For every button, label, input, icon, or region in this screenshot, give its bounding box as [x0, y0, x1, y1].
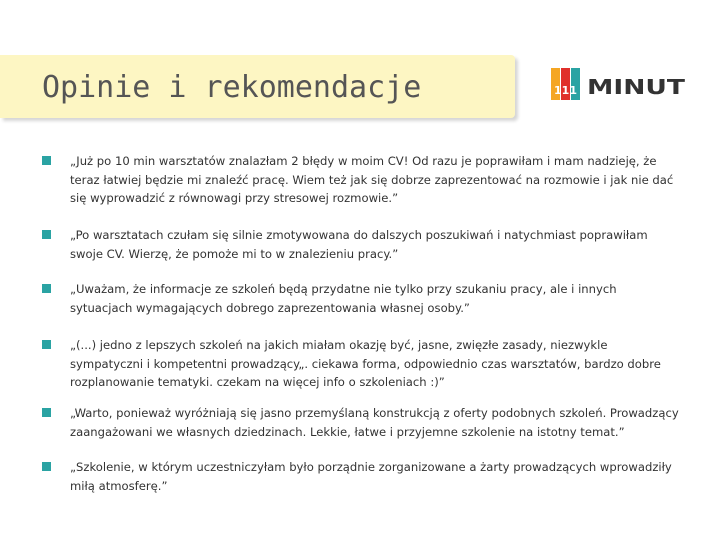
testimonial-text: „Już po 10 min warsztatów znalazłam 2 błędy w moim CV! Od razu je poprawiłam i mam nadzieję, że teraz łatwiej będzie mi znaleźć pracę. Wiem też jak się dobrze zaprezentować na rozmowie i jak nie dać się wyprowadzić z równowagi przy stresowej rozmowie.” — [70, 154, 674, 205]
testimonial-text: „Uważam, że informacje ze szkoleń będą przydatne nie tylko przy szukaniu pracy, ale i innych sytuacjach wymagających dobrego zaprezentowania własnej osoby.” — [70, 282, 617, 315]
testimonial-text: „(...) jedno z lepszych szkoleń na jakich miałam okazję być, jasne, zwięzłe zasady, niezwykle sympatyczni i kompetentni prowadzący„. ciekawa forma, odpowiednio czas warsztatów, bardzo dobre rozplanowanie tematyki. czekam na więcej info o szkoleniach :)” — [70, 338, 661, 389]
bullet-square-icon — [42, 408, 51, 417]
bullet-square-icon — [42, 284, 51, 293]
logo-badge-text: 111 — [554, 84, 577, 97]
bullet-square-icon — [42, 156, 51, 165]
testimonial-text: „Warto, ponieważ wyróżniają się jasno przemyślaną konstrukcją z oferty podobnych szkoleń. Prowadzący zaangażowani we własnych dziedzinach. Lekkie, łatwe i przyjemne szkolenie na istotny temat.” — [70, 406, 679, 439]
bullet-square-icon — [42, 230, 51, 239]
bullet-square-icon — [42, 340, 51, 349]
testimonial-text: „Po warsztatach czułam się silnie zmotywowana do dalszych poszukiwań i natychmiast poprawiłam swoje CV. Wierzę, że pomoże mi to w znalezieniu pracy.” — [70, 228, 648, 261]
company-logo — [551, 66, 687, 102]
bullet-square-icon — [42, 462, 51, 471]
page-title: Opinie i rekomendacje — [42, 70, 422, 105]
testimonial-text: „Szkolenie, w którym uczestniczyłam było porządnie zorganizowane a żarty prowadzących wprowadziły miłą atmosferę.” — [70, 460, 672, 493]
logo-wordmark: MINUT — [587, 75, 686, 99]
